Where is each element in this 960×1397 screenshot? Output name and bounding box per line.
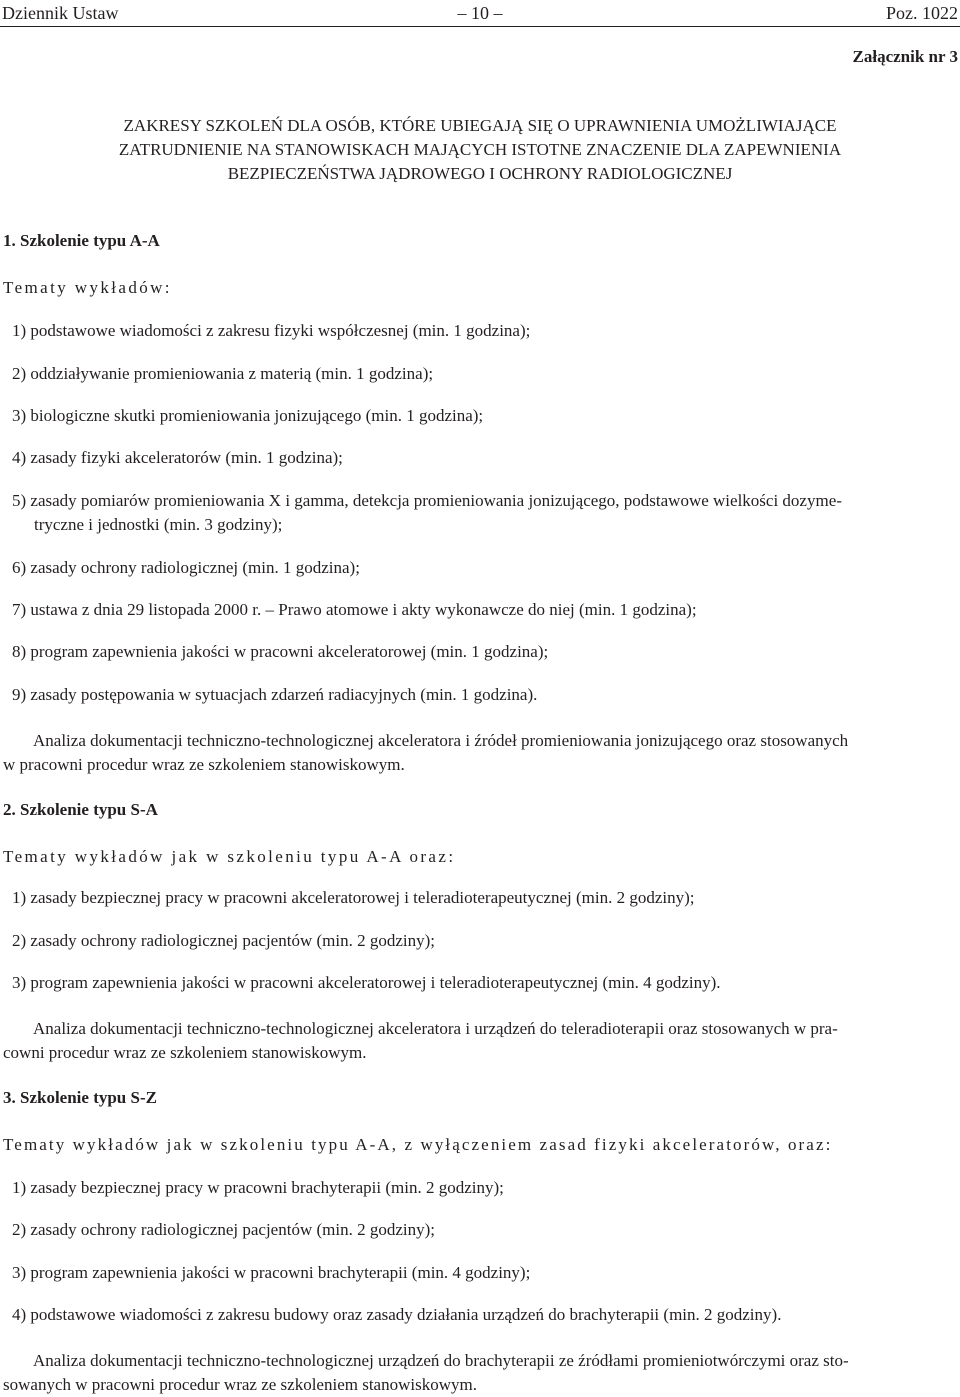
position-number: Poz. 1022 — [886, 3, 958, 23]
journal-name: Dziennik Ustaw — [2, 3, 119, 23]
title-line: ZATRUDNIENIE NA STANOWISKACH MAJĄCYCH ISTOTNE ZNACZENIE DLA ZAPEWNIENIA — [118, 140, 842, 159]
list-item: 3) program zapewnienia jakości w pracowni akceleratorowej i teleradioterapeutycznej (min. 4 godziny). — [12, 973, 721, 992]
section-heading: 3. Szkolenie typu S-Z — [3, 1088, 157, 1107]
list-item: 4) podstawowe wiadomości z zakresu budowy oraz zasady działania urządzeń do brachyterapii (min. 2 godziny). — [12, 1305, 782, 1324]
list-item: 9) zasady postępowania w sytuacjach zdarzeń radiacyjnych (min. 1 godzina). — [12, 685, 538, 704]
list-item-continuation: tryczne i jednostki (min. 3 godziny); — [34, 515, 283, 534]
list-item: 8) program zapewnienia jakości w pracowni akceleratorowej (min. 1 godzina); — [12, 642, 549, 661]
title-line: ZAKRESY SZKOLEŃ DLA OSÓB, KTÓRE UBIEGAJĄ SIĘ O UPRAWNIENIA UMOŻLIWIAJĄCE — [123, 116, 837, 135]
list-item: 6) zasady ochrony radiologicznej (min. 1 godzina); — [12, 558, 360, 577]
lectures-intro: Tematy wykładów: — [3, 278, 172, 297]
paragraph-line: Analiza dokumentacji techniczno-technologicznej akceleratora i urządzeń do teleradioterapii oraz stosowanych w pra- — [33, 1019, 838, 1038]
list-item: 5) zasady pomiarów promieniowania X i gamma, detekcja promieniowania jonizującego, podstawowe wielkości dozyme- — [12, 491, 842, 510]
paragraph-line: Analiza dokumentacji techniczno-technologicznej urządzeń do brachyterapii ze źródłami promieniotwórczymi oraz sto- — [33, 1351, 849, 1370]
list-item: 1) zasady bezpiecznej pracy w pracowni akceleratorowej i teleradioterapeutycznej (min. 2 godziny); — [12, 888, 695, 907]
document-title — [0, 114, 960, 186]
page-header — [0, 0, 960, 27]
list-item: 3) program zapewnienia jakości w pracowni brachyterapii (min. 4 godziny); — [12, 1263, 531, 1282]
lectures-intro: Tematy wykładów jak w szkoleniu typu A-A oraz: — [3, 847, 456, 866]
list-item: 3) biologiczne skutki promieniowania jonizującego (min. 1 godzina); — [12, 406, 484, 425]
list-item: 7) ustawa z dnia 29 listopada 2000 r. – Prawo atomowe i akty wykonawcze do niej (min. 1 godzina); — [12, 600, 697, 619]
page-number: – 10 – — [457, 3, 503, 23]
paragraph-line: w pracowni procedur wraz ze szkoleniem stanowiskowym. — [3, 755, 405, 774]
lectures-intro: Tematy wykładów jak w szkoleniu typu A-A, z wyłączeniem zasad fizyki akceleratorów, oraz: — [3, 1135, 833, 1154]
list-item: 2) zasady ochrony radiologicznej pacjentów (min. 2 godziny); — [12, 1220, 435, 1239]
paragraph-line: sowanych w pracowni procedur wraz ze szkoleniem stanowiskowym. — [3, 1375, 477, 1394]
list-item: 2) zasady ochrony radiologicznej pacjentów (min. 2 godziny); — [12, 931, 435, 950]
list-item: 2) oddziaływanie promieniowania z materią (min. 1 godzina); — [12, 364, 434, 383]
list-item: 1) zasady bezpiecznej pracy w pracowni brachyterapii (min. 2 godziny); — [12, 1178, 504, 1197]
list-item: 1) podstawowe wiadomości z zakresu fizyki współczesnej (min. 1 godzina); — [12, 321, 531, 340]
section-heading: 1. Szkolenie typu A-A — [3, 231, 160, 250]
paragraph-line: Analiza dokumentacji techniczno-technologicznej akceleratora i źródeł promieniowania jonizującego oraz stosowanych — [33, 731, 849, 750]
attachment-label: Załącznik nr 3 — [852, 47, 958, 66]
list-item: 4) zasady fizyki akceleratorów (min. 1 godzina); — [12, 448, 343, 467]
title-line: BEZPIECZEŃSTWA JĄDROWEGO I OCHRONY RADIOLOGICZNEJ — [227, 164, 733, 183]
section-heading: 2. Szkolenie typu S-A — [3, 800, 158, 819]
paragraph-line: cowni procedur wraz ze szkoleniem stanowiskowym. — [3, 1043, 367, 1062]
